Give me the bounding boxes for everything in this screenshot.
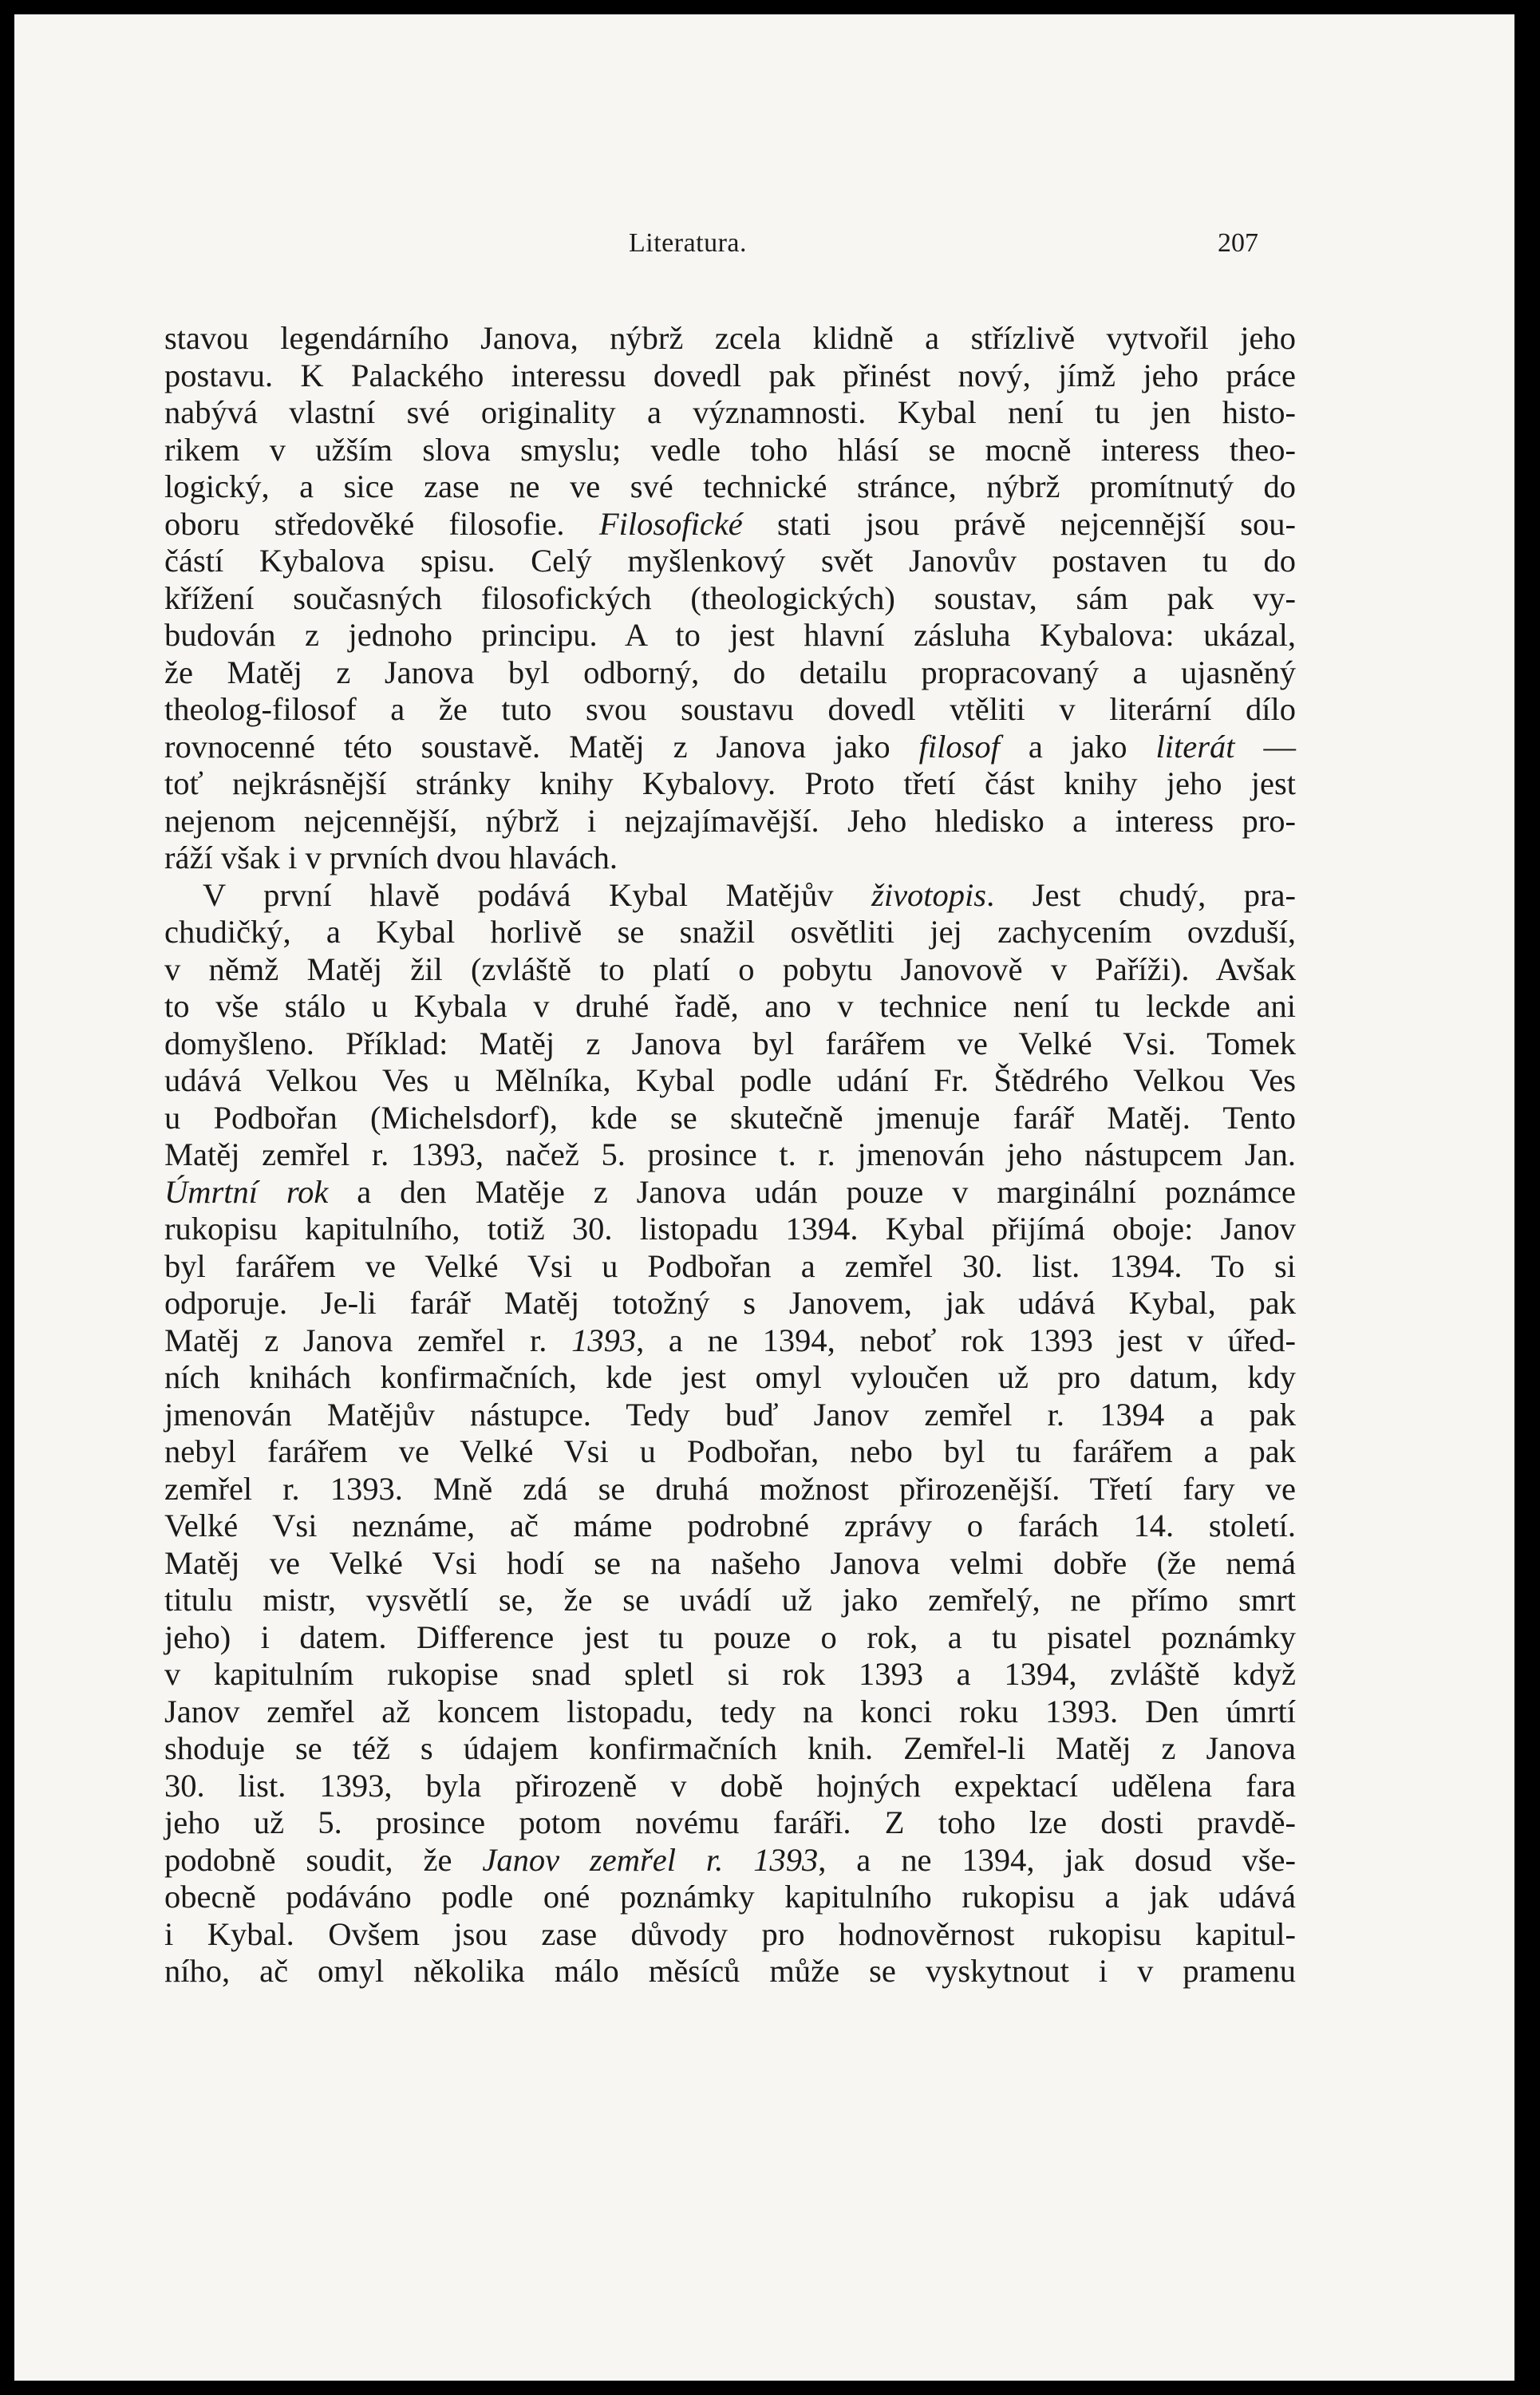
text-line [164,988,1296,1026]
text-segment: stavou legendárního Janova, nýbrž zcela klidně a střízlivě vytvořil jeho [164,320,1296,356]
text-segment: zemřel r. 1393. Mně zdá se druhá možnost přirozenější. Třetí fary ve [164,1470,1296,1507]
text-line [164,1026,1296,1063]
text-line [164,951,1296,989]
text-line [164,765,1296,803]
text-segment: V první hlavě podává Kybal Matějův [203,876,872,913]
text-line [164,543,1296,580]
text-line [164,1248,1296,1286]
text-line [164,1508,1296,1545]
text-line [164,506,1296,543]
text-line [164,1879,1296,1916]
text-segment: částí Kybalova spisu. Celý myšlenkový svět Janovův postaven tu do [164,543,1296,579]
text-segment: Matěj ve Velké Vsi hodí se na našeho Janova velmi dobře (že nemá [164,1544,1296,1581]
text-segment: že Matěj z Janova byl odborný, do detailu propracovaný a ujasněný [164,654,1296,690]
text-segment: budován z jednoho principu. A to jest hlavní zásluha Kybalova: ukázal, [164,617,1296,653]
page-number: 207 [1218,228,1258,258]
text-line [164,654,1296,692]
text-segment: jeho) i datem. Difference jest tu pouze o rok, a tu pisatel poznámky [164,1618,1296,1655]
text-line [164,1397,1296,1434]
text-line [164,914,1296,951]
text-line [164,1359,1296,1397]
text-line [164,1174,1296,1211]
text-segment: , a ne 1394, jak dosud vše- [818,1841,1297,1878]
text-line [164,1211,1296,1248]
text-segment: to vše stálo u Kybala v druhé řadě, ano v technice není tu leckde ani [164,988,1296,1024]
text-segment: jeho už 5. prosince potom novému faráři. Z toho lze dosti pravdě- [164,1804,1296,1840]
text-line [164,1285,1296,1322]
running-title: Literatura. [629,228,748,258]
text-segment: podobně soudit, že [164,1841,483,1878]
text-segment: Matěj z Janova zemřel r. [164,1322,572,1358]
emphasis-text: literát [1155,728,1235,765]
text-line [164,1730,1296,1768]
text-line [164,320,1296,358]
text-line [164,1619,1296,1657]
text-segment: toť nejkrásnější stránky knihy Kybalovy. Proto třetí část knihy jeho jest [164,765,1296,801]
text-segment: nabývá vlastní své originality a významnosti. Kybal není tu jen histo- [164,394,1296,430]
text-line [164,468,1296,506]
text-segment: theolog-filosof a že tuto svou soustavu dovedl vtěliti v literární dílo [164,691,1296,727]
text-segment: ních knihách konfirmačních, kde jest omyl vyloučen už pro datum, kdy [164,1359,1296,1395]
text-line [164,394,1296,432]
text-line [164,1656,1296,1693]
text-segment: ráží však i v prvních dvou hlavách. [164,840,618,875]
text-line [164,1693,1296,1731]
text-segment: jmenován Matějův nástupce. Tedy buď Janov zemřel r. 1394 a pak [164,1396,1296,1433]
text-segment: 30. list. 1393, byla přirozeně v době hojných expektací udělena fara [164,1767,1296,1804]
emphasis-text: Úmrtní rok [164,1173,329,1210]
text-segment: stati jsou právě nejcennější sou- [742,505,1296,542]
text-line [164,877,1296,915]
text-line [164,1136,1296,1174]
text-line [164,691,1296,729]
text-line [164,1100,1296,1137]
text-line [164,1916,1296,1954]
text-line [164,617,1296,654]
text-segment: oboru středověké filosofie. [164,505,599,542]
text-segment: . Jest chudý, pra- [986,876,1296,913]
text-segment: Matěj zemřel r. 1393, načež 5. prosince t. r. jmenován jeho nástupcem Jan. [164,1136,1296,1172]
emphasis-text: filosof [918,728,1000,765]
text-line [164,803,1296,840]
text-segment: Janov zemřel až koncem listopadu, tedy na konci roku 1393. Den úmrtí [164,1693,1296,1729]
text-segment: nejenom nejcennější, nýbrž i nejzajímavější. Jeho hledisko a interess pro- [164,802,1296,839]
text-line [164,1768,1296,1805]
emphasis-text: životopis [871,876,987,913]
text-line [164,1471,1296,1508]
text-segment: křížení současných filosofických (theologických) soustav, sám pak vy- [164,579,1296,616]
text-line [164,840,1296,877]
text-line [164,1433,1296,1471]
text-segment: ního, ač omyl několika málo měsíců může se vyskytnout i v pramenu [164,1953,1296,1989]
text-segment: domyšleno. Příklad: Matěj z Janova byl farářem ve Velké Vsi. Tomek [164,1025,1296,1061]
text-line [164,580,1296,618]
text-segment: v němž Matěj žil (zvláště to platí o pobytu Janovově v Paříži). Avšak [164,950,1296,987]
text-line [164,1062,1296,1100]
text-segment: odporuje. Je-li farář Matěj totožný s Janovem, jak udává Kybal, pak [164,1285,1296,1321]
text-line [164,1953,1296,1990]
text-segment: shoduje se též s údajem konfirmačních knih. Zemřel-li Matěj z Janova [164,1730,1296,1766]
text-segment: Velké Vsi neznáme, ač máme podrobné zprávy o farách 14. století. [164,1508,1296,1543]
text-segment: rukopisu kapitulního, totiž 30. listopadu 1394. Kybal přijímá oboje: Janov [164,1211,1296,1247]
text-segment: rovnocenné této soustavě. Matěj z Janova jako [164,728,919,765]
text-segment: v kapitulním rukopise snad spletl si rok 1393 a 1394, zvláště když [164,1656,1296,1692]
text-line [164,729,1296,766]
text-segment: , a ne 1394, neboť rok 1393 jest v úřed- [636,1322,1296,1358]
text-line [164,1545,1296,1583]
text-line [164,1804,1296,1842]
text-line [164,432,1296,469]
emphasis-text: 1393 [571,1322,637,1358]
running-head [14,228,1514,268]
emphasis-text: Janov zemřel r. 1393 [482,1841,819,1878]
text-line [164,1582,1296,1619]
book-page [14,14,1514,2381]
emphasis-text: Filosofické [598,505,743,542]
text-segment: i Kybal. Ovšem jsou zase důvody pro hodnověrnost rukopisu kapitul- [164,1915,1296,1952]
text-segment: nebyl farářem ve Velké Vsi u Podbořan, nebo byl tu farářem a pak [164,1433,1296,1469]
text-line [164,1322,1296,1360]
text-segment: udává Velkou Ves u Mělníka, Kybal podle udání Fr. Štědrého Velkou Ves [164,1062,1296,1098]
text-segment: — [1234,728,1296,765]
text-segment: chudičký, a Kybal horlivě se snažil osvětliti jej zachycením ovzduší, [164,914,1296,950]
body-text [164,320,1296,1990]
text-segment: titulu mistr, vysvětlí se, že se uvádí už jako zemřelý, ne přímo smrt [164,1582,1296,1618]
text-segment: logický, a sice zase ne ve své technické stránce, nýbrž promítnutý do [164,468,1296,504]
text-segment: a jako [999,728,1156,765]
text-segment: postavu. K Palackého interessu dovedl pak přinést nový, jímž jeho práce [164,357,1296,393]
text-segment: byl farářem ve Velké Vsi u Podbořan a zemřel 30. list. 1394. To si [164,1247,1296,1284]
text-line [164,1842,1296,1879]
text-segment: rikem v užším slova smyslu; vedle toho hlásí se mocně interess theo- [164,431,1296,468]
text-segment: a den Matěje z Janova udán pouze v marginální poznámce [328,1173,1296,1210]
text-segment: u Podbořan (Michelsdorf), kde se skutečně jmenuje farář Matěj. Tento [164,1099,1296,1136]
text-line [164,358,1296,395]
text-segment: obecně podáváno podle oné poznámky kapitulního rukopisu a jak udává [164,1879,1296,1915]
